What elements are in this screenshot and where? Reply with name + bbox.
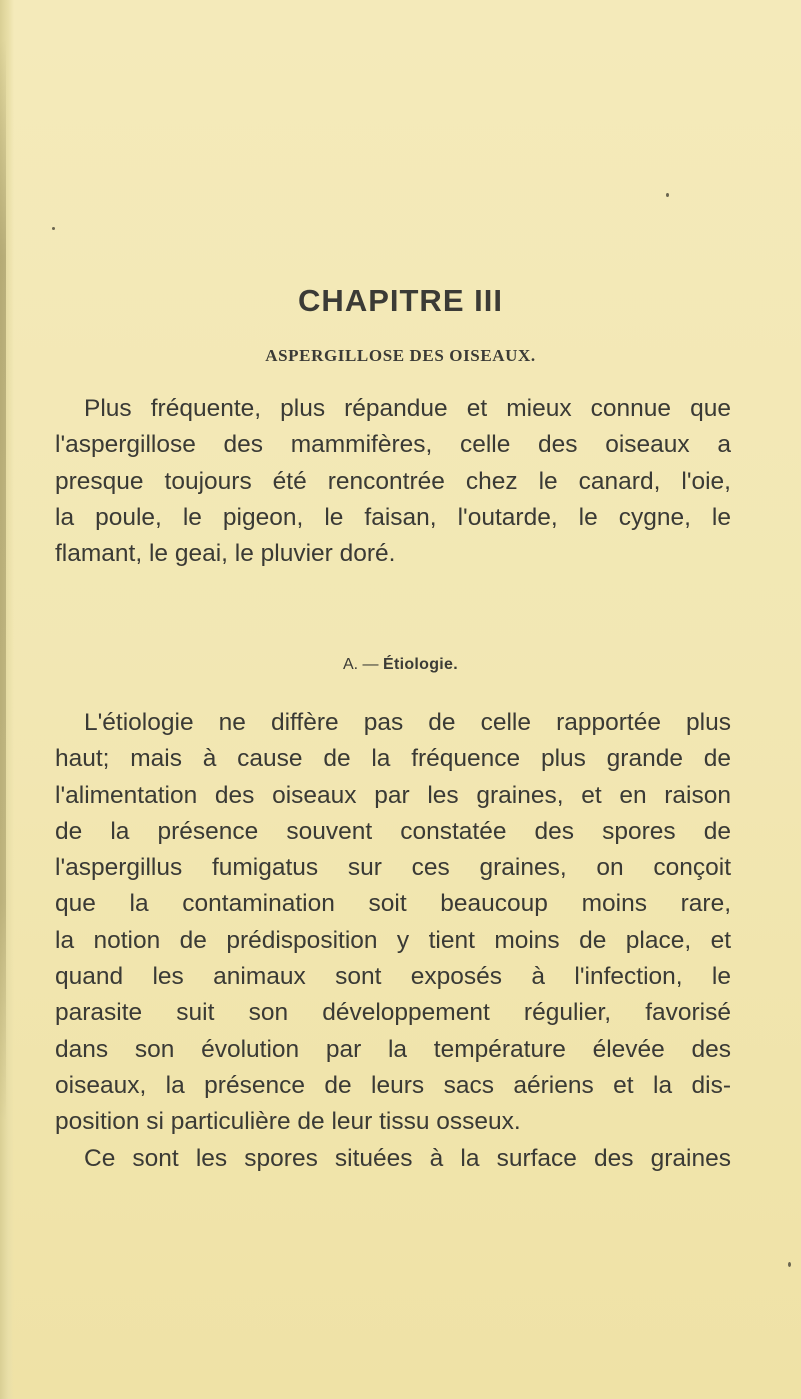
text-line: dans son évolution par la température élevée des xyxy=(55,1035,731,1063)
text-line: l'aspergillus fumigatus sur ces graines, on conçoit xyxy=(55,854,731,882)
text-line: presque toujours été rencontrée chez le canard, l'oie, xyxy=(55,467,731,495)
text-line: parasite suit son développement régulier, favorisé xyxy=(55,999,731,1027)
text-line: de la présence souvent constatée des spores de xyxy=(55,817,731,845)
text-line: haut; mais à cause de la fréquence plus grande de xyxy=(55,745,731,773)
text-line: Ce sont les spores situées à la surface des graines xyxy=(84,1144,731,1172)
text-line: Plus fréquente, plus répandue et mieux connue que xyxy=(84,395,731,422)
text-line: l'aspergillose des mammifères, celle des oiseaux a xyxy=(55,431,731,459)
paper-speck xyxy=(788,1262,791,1267)
paper-speck xyxy=(52,227,55,230)
text-line: la poule, le pigeon, le faisan, l'outarde, le cygne, le xyxy=(55,503,731,531)
section-label: A. — xyxy=(342,656,379,673)
text-line: quand les animaux sont exposés à l'infection, le xyxy=(55,963,731,991)
text-line: la notion de prédisposition y tient moins de place, et xyxy=(55,926,731,954)
text-line: position si particulière de leur tissu osseux. xyxy=(55,1108,521,1136)
text-line: L'étiologie ne diffère pas de celle rapportée plus xyxy=(84,709,731,736)
text-line: flamant, le geai, le pluvier doré. xyxy=(55,540,396,568)
chapter-subtitle: ASPERGILLOSE DES OISEAUX. xyxy=(265,346,536,365)
section-heading xyxy=(0,654,801,676)
paper-speck xyxy=(666,193,669,197)
intro-paragraph xyxy=(55,391,731,572)
page-binding-shadow xyxy=(0,40,6,1120)
text-line: l'alimentation des oiseaux par les graines, et en raison xyxy=(55,781,731,809)
text-line: oiseaux, la présence de leurs sacs aériens et la dis- xyxy=(55,1071,731,1099)
etiologie-paragraph xyxy=(55,705,731,1177)
section-title: Étiologie. xyxy=(383,656,458,673)
chapter-heading: CHAPITRE III xyxy=(298,283,503,318)
text-line: que la contamination soit beaucoup moins rare, xyxy=(55,890,731,918)
